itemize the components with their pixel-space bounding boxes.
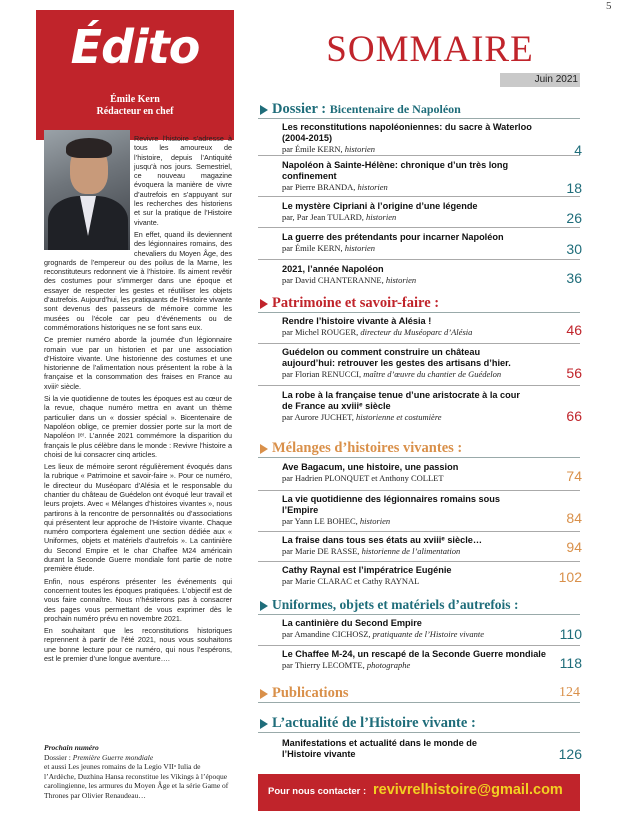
- section-dossier: [258, 100, 580, 119]
- page-ref: 46: [566, 322, 582, 338]
- edito-author: [36, 94, 234, 118]
- section-patrimoine: [258, 294, 580, 313]
- edito-paragraph: Si la vie quotidienne de toutes les époques est au cœur de la revue, chaque numéro mettra en avant un thème particulier dans un « dossier spécial ». Bicentenaire de Napoléon oblige, ce premier dossier porte sur la mort de Napoléon Iᵉʳ. L’année 2021 commémore la disparition du français le plus célèbre dans le monde : Revivre l’histoire a choisi de lui consacrer cinq articles.: [44, 394, 232, 459]
- toc-entry[interactable]: La cantinière du Second Empire par Amandine CICHOSZ, pratiquante de l’Histoire vivante 110: [282, 618, 582, 642]
- contact-banner: [258, 774, 580, 811]
- edito-paragraph: Les lieux de mémoire seront régulièrement évoqués dans la rubrique « Patrimoine et savoir-faire ». Pour ce numéro, le directeur du Muséoparc d’Alésia et le responsable du chantier du château de Guédelon ont évoqué leur travail et leurs projets. Avec « Mélanges d’histoires vivantes », nous partirons à la rencontre de personnalités ou d’associations qui présentent leur approche de l’Histoire vivante. Chaque numéro comportera également une section dédiée aux « Uniformes, objets et matériels d’autrefois ». La cantinière du Second Empire et le char Chaffee M24 américain durant la Seconde Guerre mondiale font partie de notre première étude.: [44, 462, 232, 574]
- toc-entry[interactable]: Les reconstitutions napoléoniennes: du sacre à Waterloo (2004-2015) par Émile KERN, historien 4: [282, 122, 582, 158]
- page-ref: 118: [559, 655, 582, 671]
- edito-paragraph: En souhaitant que les reconstitutions historiques reprennent à partir de l’été 2021, nous vous souhaitons une bonne lecture pour ce numéro, qui nous l’espérons, est le premier d’une longue aventure….: [44, 626, 232, 664]
- toc-entry[interactable]: La guerre des prétendants pour incarner Napoléon par Émile KERN, historien 30: [282, 232, 582, 257]
- toc-entry[interactable]: 2021, l’année Napoléon par David CHANTERANNE, historien 36: [282, 264, 582, 286]
- section-publications[interactable]: [258, 684, 580, 703]
- toc-entry[interactable]: Le Chaffee M-24, un rescapé de la Seconde Guerre mondiale par Thierry LECOMTE, photographe 118: [282, 649, 582, 671]
- page-ref: 74: [566, 468, 582, 484]
- page-ref: 30: [566, 241, 582, 257]
- contact-email-link[interactable]: revivrelhistoire@gmail.com: [373, 782, 563, 798]
- triangle-icon: [260, 444, 268, 454]
- author-role: Rédacteur en chef: [96, 106, 174, 117]
- next-issue: [44, 743, 232, 800]
- section-heading: Uniformes, objets et matériels d’autrefois :: [258, 596, 580, 615]
- page-number: 5: [606, 0, 612, 12]
- page-ref: 102: [558, 569, 582, 585]
- issue-date: Juin 2021: [500, 73, 580, 87]
- edito-title: Édito: [70, 20, 200, 74]
- section-heading: L’actualité de l’Histoire vivante :: [258, 714, 580, 733]
- toc-entry[interactable]: Cathy Raynal est l’impératrice Eugénie par Marie CLARAC et Cathy RAYNAL 102: [282, 565, 582, 586]
- edito-paragraph: Ce premier numéro aborde la journée d’un légionnaire romain vue par un historien et par une association d’Histoire vivante. Une historienne des costumes et une historienne de l’alimentation nous présentent la robe à la française et la consommation des fraises en France au xviiiᵉ siècle.: [44, 335, 232, 391]
- page-ref: 126: [558, 746, 582, 762]
- toc-entry[interactable]: Rendre l’histoire vivante à Alésia ! par Michel ROUGER, directeur du Muséoparc d’Alésia 46: [282, 316, 582, 338]
- page-ref: 66: [566, 408, 582, 424]
- author-name: Émile Kern: [110, 94, 160, 105]
- page-ref: 84: [566, 510, 582, 526]
- next-issue-dossier-title: Première Guerre mondiale: [72, 752, 154, 762]
- section-heading: Mélanges d’histoires vivantes :: [258, 439, 580, 458]
- page-ref: 124: [559, 685, 580, 700]
- triangle-icon: [260, 105, 268, 115]
- triangle-icon: [260, 299, 268, 309]
- toc-entry[interactable]: Ave Bagacum, une histoire, une passion par Hadrien PLONQUET et Anthony COLLET 74: [282, 462, 582, 484]
- edito-paragraph: En effet, quand ils deviennent des légionnaires romains, des chevaliers du Moyen Âge, des grognards de l’empereur ou des poilus de la Marne, les reconstituteurs redonnent vie à l’histoire. Ils aiment revêtir des costumes pour s’immerger dans une époque et essayer de respecter les gestes et réutiliser les objets d’autrefois. Aujourd’hui, les pratiquants de l’Histoire vivante sont devenus des passeurs de mémoire comme les musées ou l’école car peu d’événements ou de commémorations historiques ne se font sans eux.: [44, 229, 232, 332]
- toc-entry[interactable]: Manifestations et actualité dans le monde de l’Histoire vivante 126: [282, 738, 582, 762]
- contact-label: Pour nous contacter :: [268, 786, 367, 797]
- triangle-icon: [260, 601, 268, 611]
- toc-entry[interactable]: Napoléon à Sainte-Hélène: chronique d’un très long confinement par Pierre BRANDA, historien 18: [282, 160, 582, 196]
- page-ref: 94: [566, 539, 582, 555]
- edito-paragraph: Enfin, nous espérons présenter les événements qui concernent toutes les époques pratiquées. L’objectif est de vous faire connaître. Nous n’hésiterons pas à consacrer des pages vous permettant de vous exprimer dès le prochain numéro prévu en novembre 2021.: [44, 576, 232, 623]
- page-ref: 56: [566, 365, 582, 381]
- next-issue-dossier-prefix: Dossier :: [44, 752, 71, 762]
- section-actualite: [258, 714, 580, 733]
- edito-paragraph: Revivre l’histoire s’adresse à tous les amoureux de l’histoire, depuis l’Antiquité jusqu’à nos jours. Semestriel, ce nouveau magazine évoquera la manière de vivre d’autrefois en s’appuyant sur les recherches des historiens et sur la pratique de l’Histoire vivante.: [134, 134, 232, 227]
- page-ref: 18: [566, 180, 582, 196]
- page-ref: 36: [566, 270, 582, 286]
- edito-column: [36, 10, 234, 825]
- section-melanges: [258, 439, 580, 458]
- toc-entry[interactable]: La vie quotidienne des légionnaires romains sous l’Empire par Yann LE BOHEC, historien 84: [282, 494, 582, 526]
- page-ref: 4: [574, 142, 582, 158]
- triangle-icon: [260, 719, 268, 729]
- next-issue-text: et aussi Les jeunes romains de la Legio VIIᵃ Iulia de l’Ardèche, Duzhina Hansa reconstitue les Vikings à l’époque carolingienne, les armures du Moyen Âge et la série Game of Thrones par Olivier Renaudeau…: [44, 762, 229, 800]
- edito-body: [44, 134, 232, 666]
- section-heading: Publications 124: [258, 684, 580, 703]
- toc-entry[interactable]: La fraise dans tous ses états au xviiiᵉ siècle… par Marie DE RASSE, historienne de l’alimentation 94: [282, 535, 582, 556]
- toc-entry[interactable]: Guédelon ou comment construire un château aujourd’hui: retrouver les gestes des artisans d’hier. par Florian RENUCCI, maître d’œuvre du chantier de Guédelon 56: [282, 347, 582, 381]
- triangle-icon: [260, 689, 268, 699]
- next-issue-label: Prochain numéro: [44, 743, 99, 752]
- section-uniformes: [258, 596, 580, 615]
- section-heading: Patrimoine et savoir-faire :: [258, 294, 580, 313]
- sommaire-title: SOMMAIRE: [326, 29, 534, 70]
- toc-entry[interactable]: Le mystère Cipriani à l’origine d’une légende par, Par Jean TULARD, historien 26: [282, 201, 582, 226]
- section-heading: Dossier : Bicentenaire de Napoléon: [258, 100, 580, 119]
- page-ref: 110: [559, 626, 582, 642]
- page-ref: 26: [566, 210, 582, 226]
- edito-header: [36, 10, 234, 140]
- toc-entry[interactable]: La robe à la française tenue d’une aristocrate à la cour de France au xviiiᵉ siècle par Aurore JUCHET, historienne et costumière 66: [282, 390, 582, 424]
